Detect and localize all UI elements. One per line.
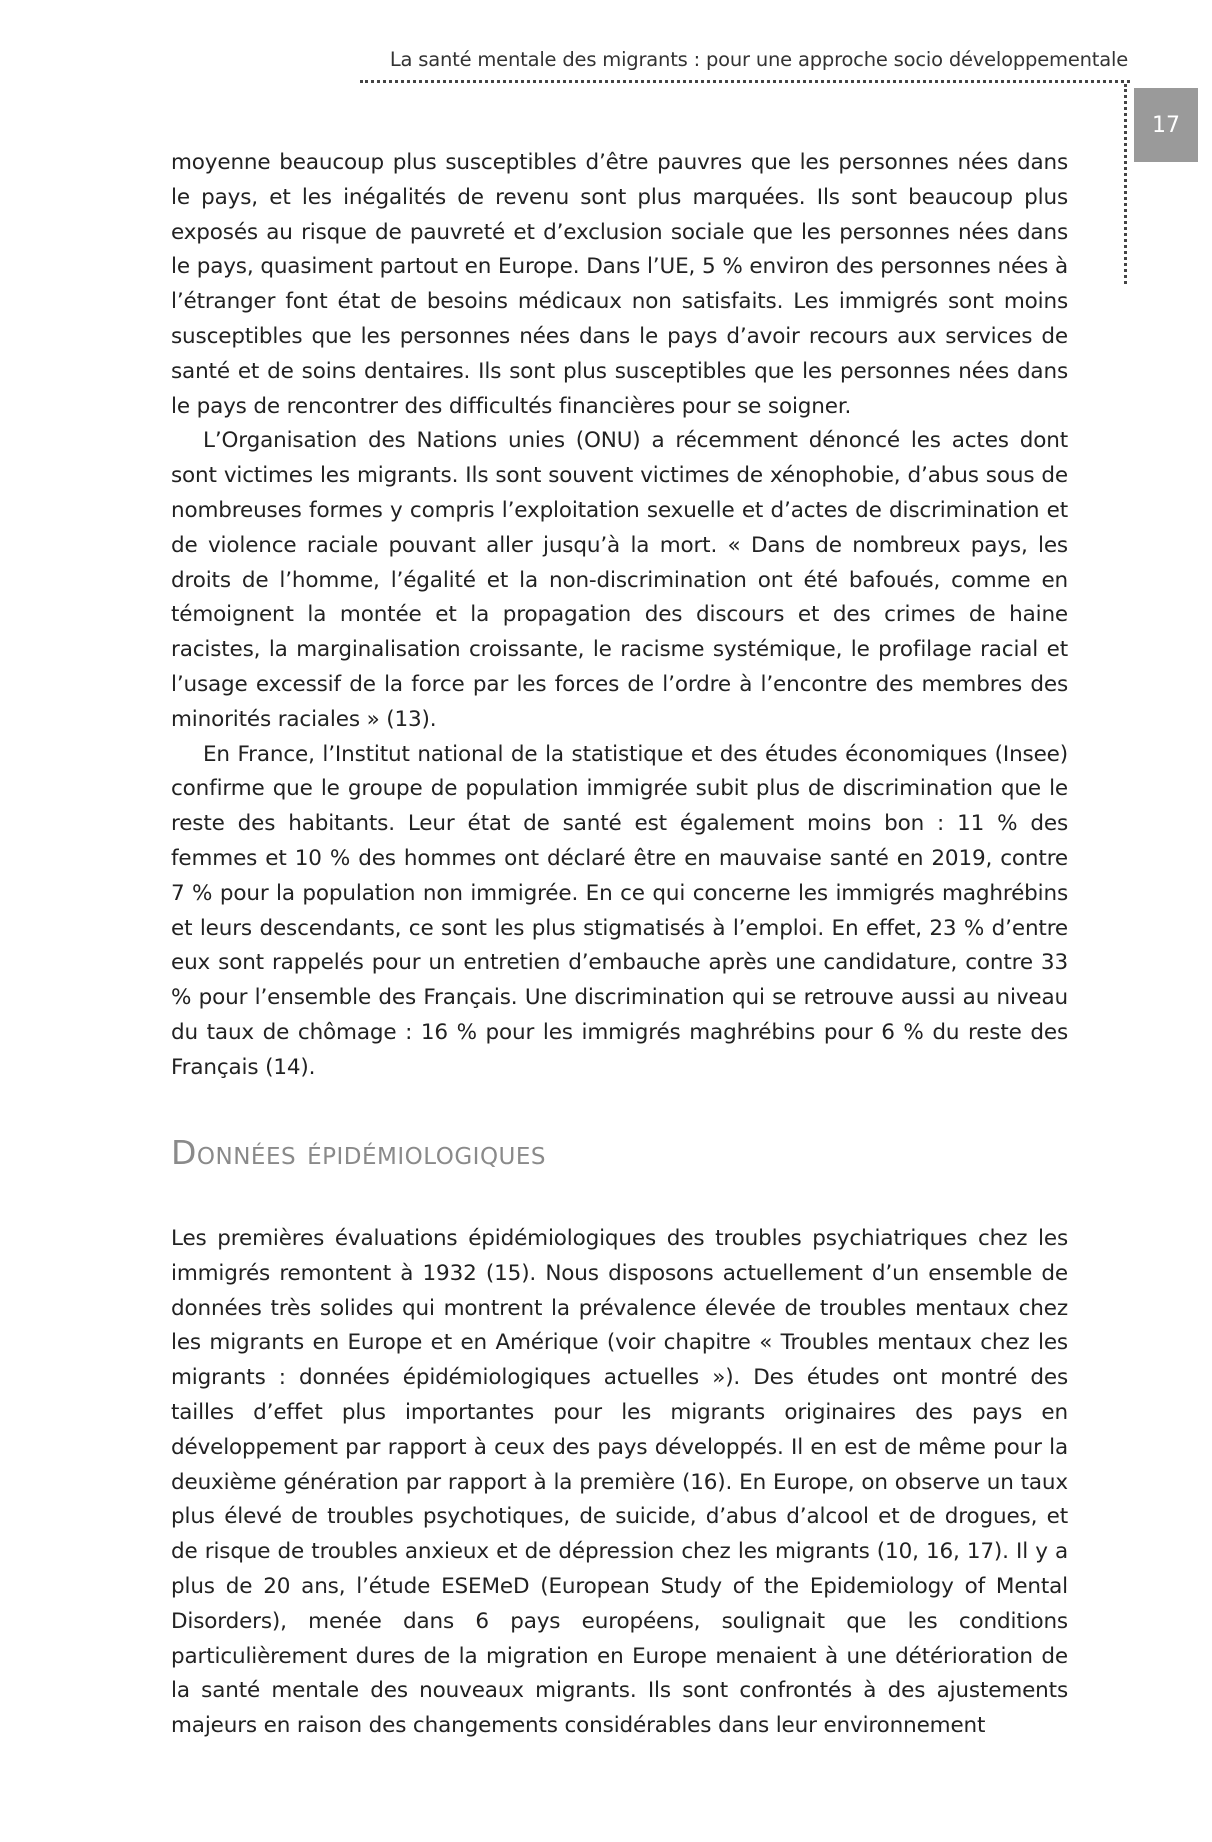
paragraph-3: En France, l’Institut national de la statistique et des études économiques (Insee) confirme que le groupe de population immigrée subit plus de discrimination que le reste des habitants. Leur état de santé est également moins bon : 11 % des femmes et 10 % des hommes ont déclaré être en mauvaise santé en 2019, contre 7 % pour la population non immigrée. En ce qui concerne les immigrés maghrébins et leurs descendants, ce sont les plus stigmatisés à l’emploi. En effet, 23 % d’entre eux sont rappelés pour un entretien d’embauche après une candidature, contre 33 % pour l’ensemble des Français. Une discrimination qui se retrouve aussi au niveau du taux de chômage : 16 % pour les immigrés maghrébins pour 6 % du reste des Français (14). <box>171 741 1068 1080</box>
page-number: 17 <box>1152 112 1180 138</box>
running-head: La santé mentale des migrants : pour une approche socio développementale <box>389 48 1128 71</box>
header-dotted-rule <box>360 80 1130 83</box>
section-heading: Données épidémiologiques <box>171 1133 547 1172</box>
section-paragraph: Les premières évaluations épidémiologiques des troubles psychiatriques chez les immigrés remontent à 1932 (15). Nous disposons actuellement d’un ensemble de données très solides qui montrent la prévalence élevée de troubles mentaux chez les migrants en Europe et en Amérique (voir chapitre « Troubles mentaux chez les migrants : données épidémiologiques actuelles »). Des études ont montré des tailles d’effet plus importantes pour les migrants originaires des pays en développement par rapport à ceux des pays développés. Il en est de même pour la deuxième génération par rapport à la première (16). En Europe, on observe un taux plus élevé de troubles psychotiques, de suicide, d’abus d’alcool et de drogues, et de risque de troubles anxieux et de dépression chez les migrants (10, 16, 17). Il y a plus de 20 ans, l’étude ESEMeD (European Study of the Epidemiology of Mental Disorders), menée dans 6 pays européens, soulignait que les conditions particulièrement dures de la migration en Europe menaient à une détérioration de la santé mentale des nouveaux migrants. Ils sont confrontés à des ajustements majeurs en raison des changements considérables dans leur environnement <box>171 1226 1068 1739</box>
section-body <box>171 1222 1068 1744</box>
body-text <box>171 146 1068 1086</box>
paragraph-2: L’Organisation des Nations unies (ONU) a récemment dénoncé les actes dont sont victimes les migrants. Ils sont souvent victimes de xénophobie, d’abus sous de nombreuses formes y compris l’exploitation sexuelle et d’actes de discrimination et de violence raciale pouvant aller jusqu’à la mort. « Dans de nombreux pays, les droits de l’homme, l’égalité et la non-discrimination ont été bafoués, comme en témoignent la montée et la propagation des discours et des crimes de haine racistes, la marginalisation croissante, le racisme systémique, le profilage racial et l’usage excessif de la force par les forces de l’ordre à l’encontre des membres des minorités raciales » (13). <box>171 428 1068 732</box>
page-number-tab <box>1134 88 1198 162</box>
paragraph-1: moyenne beaucoup plus susceptibles d’être pauvres que les personnes nées dans le pays, et les inégalités de revenu sont plus marquées. Ils sont beaucoup plus exposés au risque de pauvreté et d’exclusion sociale que les personnes nées dans le pays, quasiment partout en Europe. Dans l’UE, 5 % environ des personnes nées à l’étranger font état de besoins médicaux non satisfaits. Les immigrés sont moins susceptibles que les personnes nées dans le pays d’avoir recours aux services de santé et de soins dentaires. Ils sont plus susceptibles que les personnes nées dans le pays de rencontrer des difficultés financières pour se soigner. <box>171 150 1068 419</box>
side-dotted-rule <box>1124 84 1127 284</box>
